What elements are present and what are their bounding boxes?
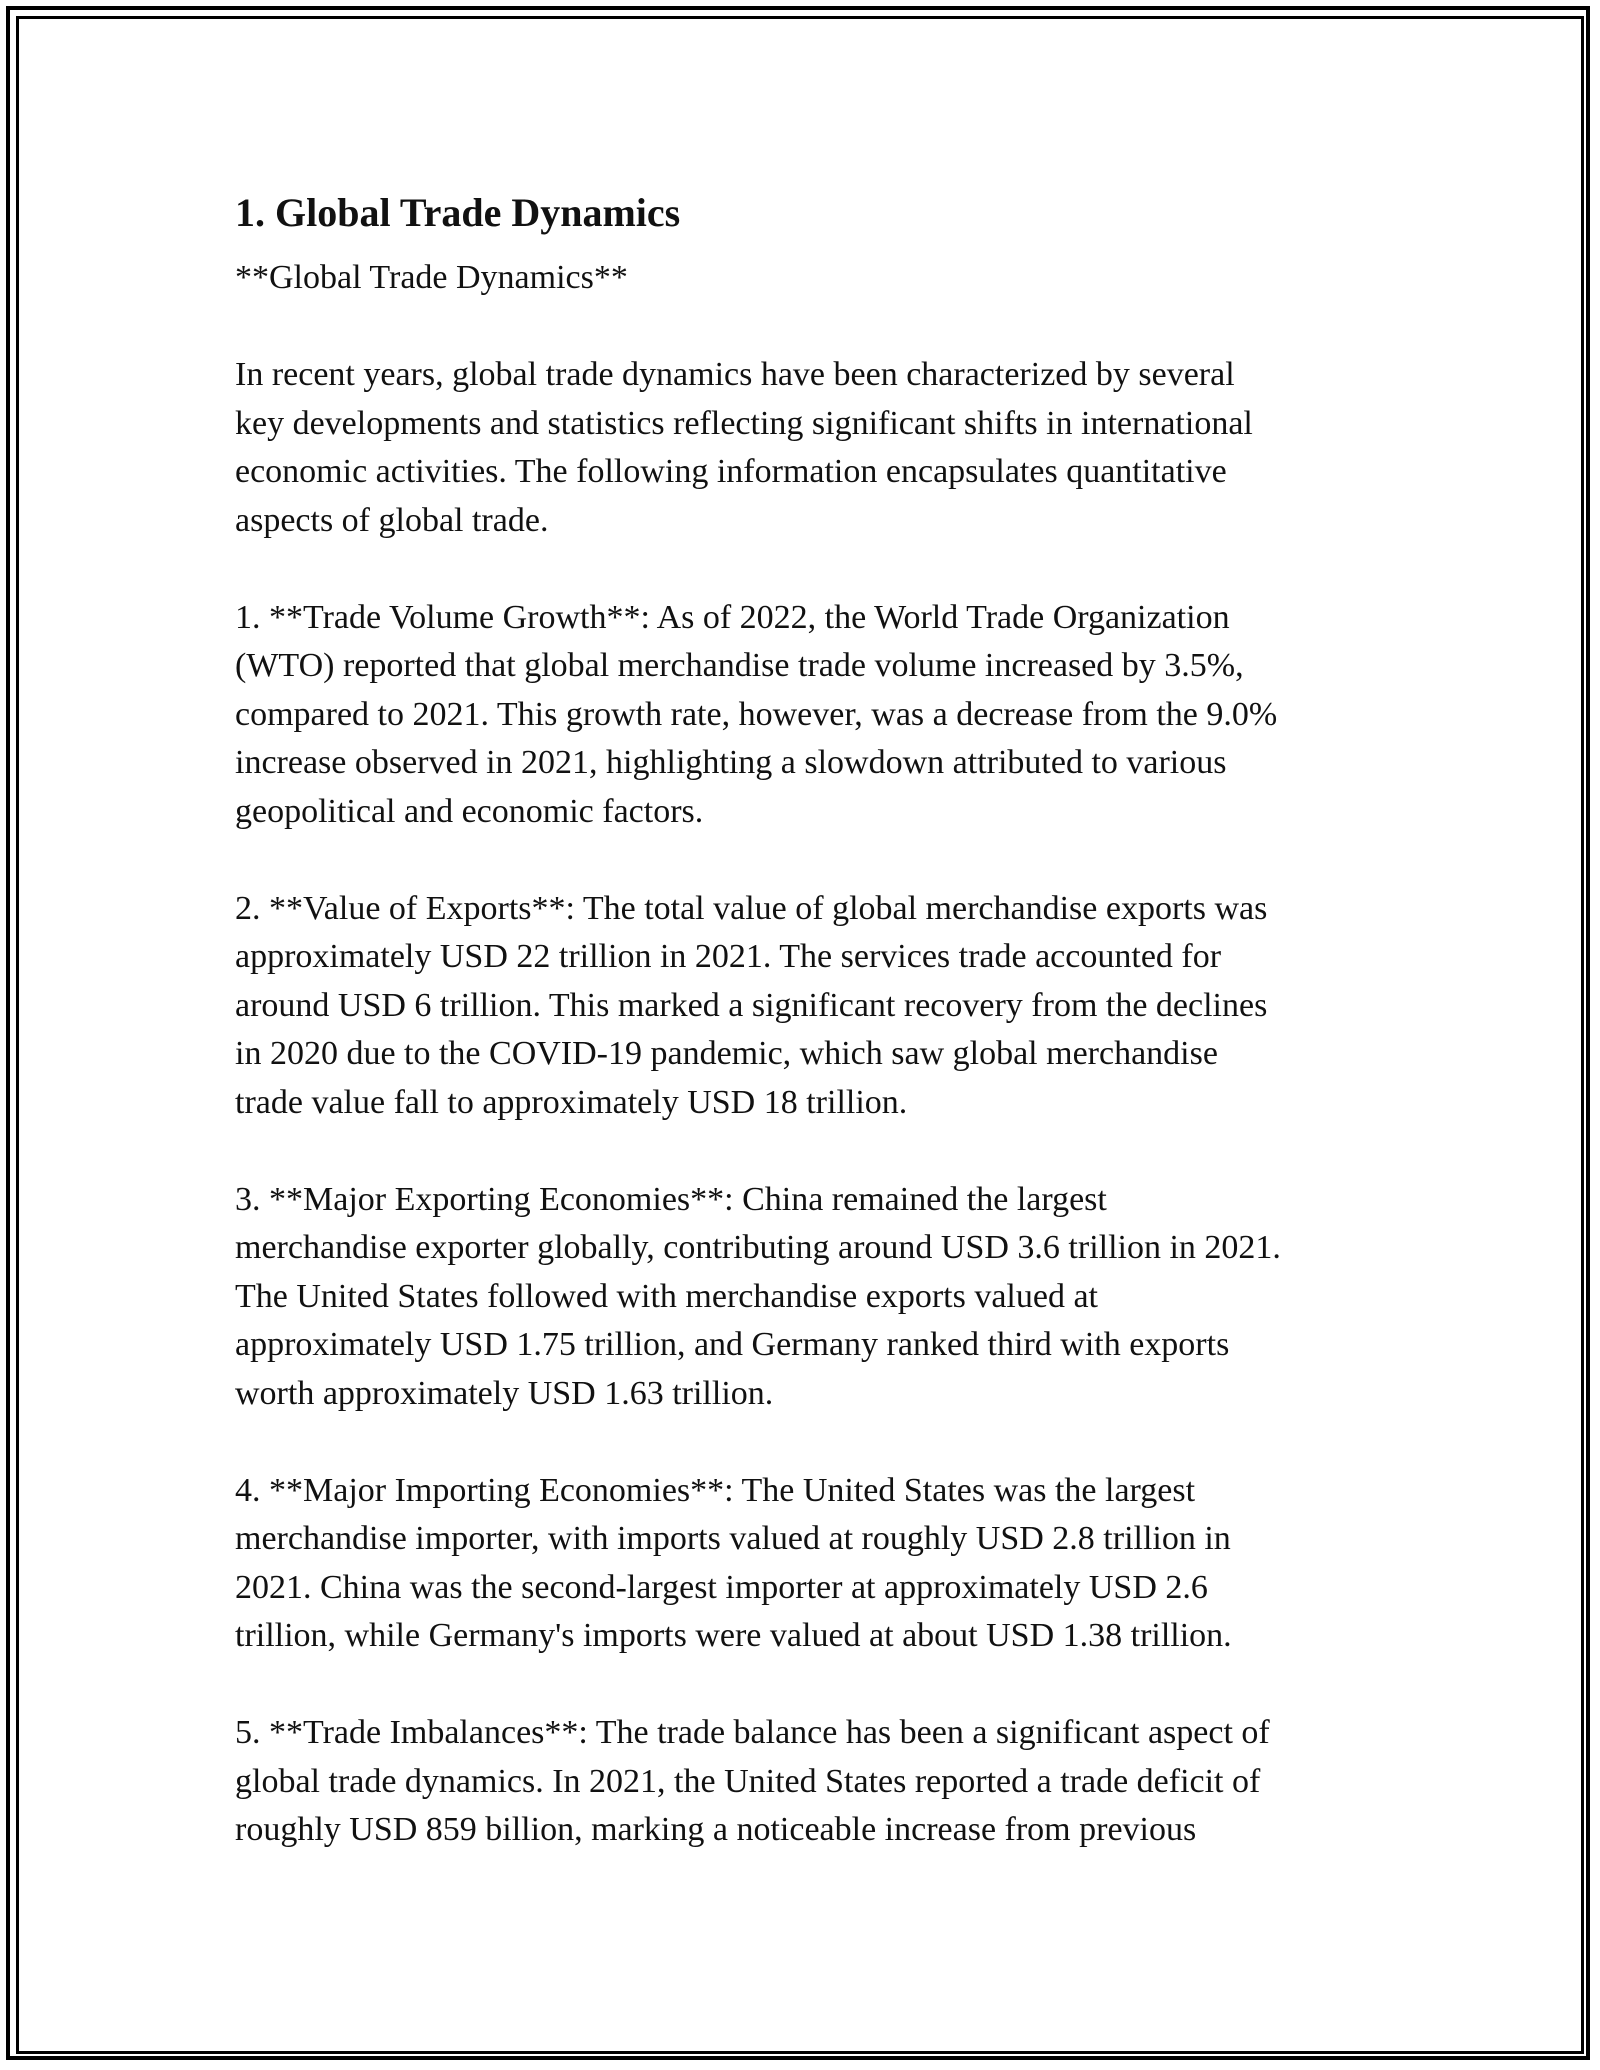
spacer — [235, 1418, 1375, 1467]
list-item-trade-volume-growth: 1. **Trade Volume Growth**: As of 2022, the World Trade Organization (WTO) reported that global merchandise trade volume increased by 3.5%, compared to 2021. This growth rate, however, was a decrease from the 9.0% increase observed in 2021, highlighting a slowdown attributed to various geopolitical and economic factors. — [235, 598, 1278, 830]
document-body — [235, 180, 1375, 1855]
section-heading: 1. Global Trade Dynamics — [235, 190, 681, 235]
spacer — [235, 303, 1375, 352]
spacer — [235, 836, 1375, 885]
intro-paragraph: In recent years, global trade dynamics have been characterized by several key developments and statistics reflecting significant shifts in international economic activities. The following information encapsulates quantitative aspects of global trade. — [235, 356, 1253, 539]
spacer — [235, 1127, 1375, 1176]
list-item-major-exporting-economies: 3. **Major Exporting Economies**: China remained the largest merchandise exporter globally, contributing around USD 3.6 trillion in 2021. The United States followed with merchandise exports valued at approximately USD 1.75 trillion, and Germany ranked third with exports worth approximately USD 1.63 trillion. — [235, 1180, 1281, 1412]
spacer — [235, 1661, 1375, 1710]
list-item-value-of-exports: 2. **Value of Exports**: The total value of global merchandise exports was approximately USD 22 trillion in 2021. The services trade accounted for around USD 6 trillion. This marked a significant recovery from the declines in 2020 due to the COVID-19 pandemic, which saw global merchandise trade value fall to approximately USD 18 trillion. — [235, 889, 1268, 1121]
spacer — [235, 545, 1375, 594]
list-item-major-importing-economies: 4. **Major Importing Economies**: The United States was the largest merchandise importer, with imports valued at roughly USD 2.8 trillion in 2021. China was the second-largest importer at approximately USD 2.6 trillion, while Germany's imports were valued at about USD 1.38 trillion. — [235, 1471, 1232, 1654]
list-item-trade-imbalances: 5. **Trade Imbalances**: The trade balance has been a significant aspect of global trade dynamics. In 2021, the United States reported a trade deficit of roughly USD 859 billion, marking a noticeable increase from previous — [235, 1714, 1270, 1848]
section-subheading: **Global Trade Dynamics** — [235, 259, 628, 296]
